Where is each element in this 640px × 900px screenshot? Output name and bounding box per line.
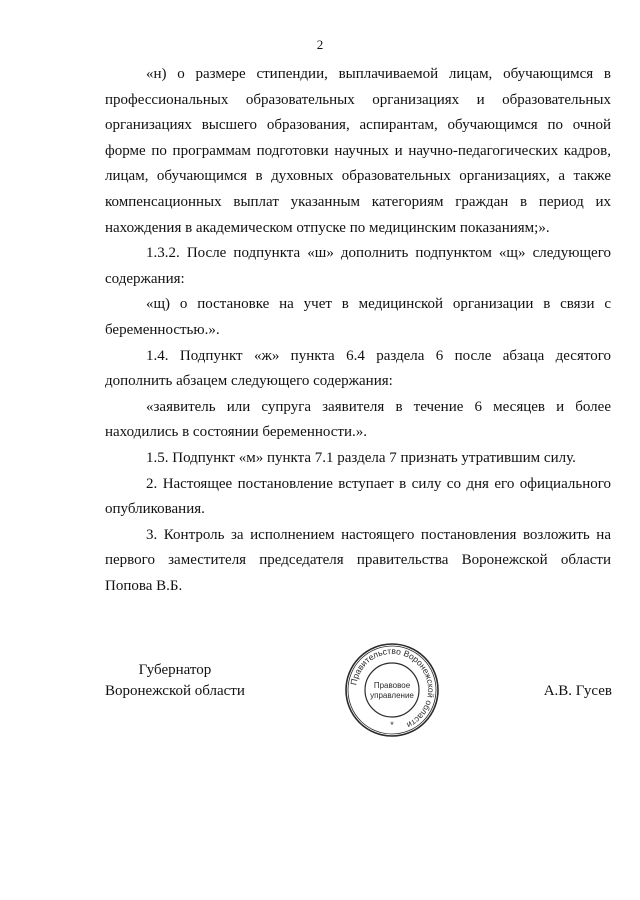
- paragraph-2-effective-date: 2. Настоящее постановление вступает в силу со дня его официального опубликования.: [105, 475, 611, 518]
- paragraph-subitem-n: «н) о размере стипендии, выплачиваемой лицам, обучающимся в профессиональных образовательных организациях и образовательных организациях высшего образования, аспирантам, обучающимся по очной форме по программам подготовки научных и научно-педагогических кадров, лицам, обучающимся в духовных образовательных организациях, а также компенсационных выплат указанным категориям граждан в период их нахождения в академическом отпуске по медицинским показаниям;».: [105, 66, 611, 236]
- paragraph-subitem-shch: «щ) о постановке на учет в медицинской организации в связи с беременностью.».: [105, 296, 611, 338]
- signature-block: [0, 660, 640, 740]
- paragraph-3-control: 3. Контроль за исполнением настоящего постановления возложить на первого заместителя председателя правительства Воронежской области Попова В.Б.: [105, 526, 611, 594]
- signatory-name: А.В. Гусев: [543, 683, 612, 699]
- paragraph-1-5: 1.5. Подпункт «м» пункта 7.1 раздела 7 признать утратившим силу.: [146, 449, 576, 466]
- stamp-center-line1: Правовое: [373, 681, 411, 690]
- paragraph-applicant-pregnancy: «заявитель или супруга заявителя в течение 6 месяцев и более находились в состоянии беременности.».: [105, 398, 611, 441]
- paragraph-1-3-2: 1.3.2. После подпункта «ш» дополнить подпунктом «щ» следующего содержания:: [105, 245, 611, 287]
- signatory-title: [105, 660, 245, 702]
- stamp-center-line2: управление: [370, 691, 414, 700]
- stamp-inner-ring: [365, 663, 419, 717]
- signatory-title-line2: Воронежской области: [105, 683, 245, 699]
- stamp-icon: [344, 642, 440, 738]
- signatory-title-line1: Губернатор: [138, 662, 212, 678]
- page-number: 2: [316, 37, 324, 52]
- document-body: [105, 62, 611, 599]
- official-stamp-seal: [344, 642, 440, 738]
- stamp-ring-text: Правительство Воронежской области: [348, 645, 437, 731]
- stamp-star-mark: *: [390, 720, 394, 730]
- paragraph-1-4: 1.4. Подпункт «ж» пункта 6.4 раздела 6 после абзаца десятого дополнить абзацем следующего содержания:: [105, 347, 611, 390]
